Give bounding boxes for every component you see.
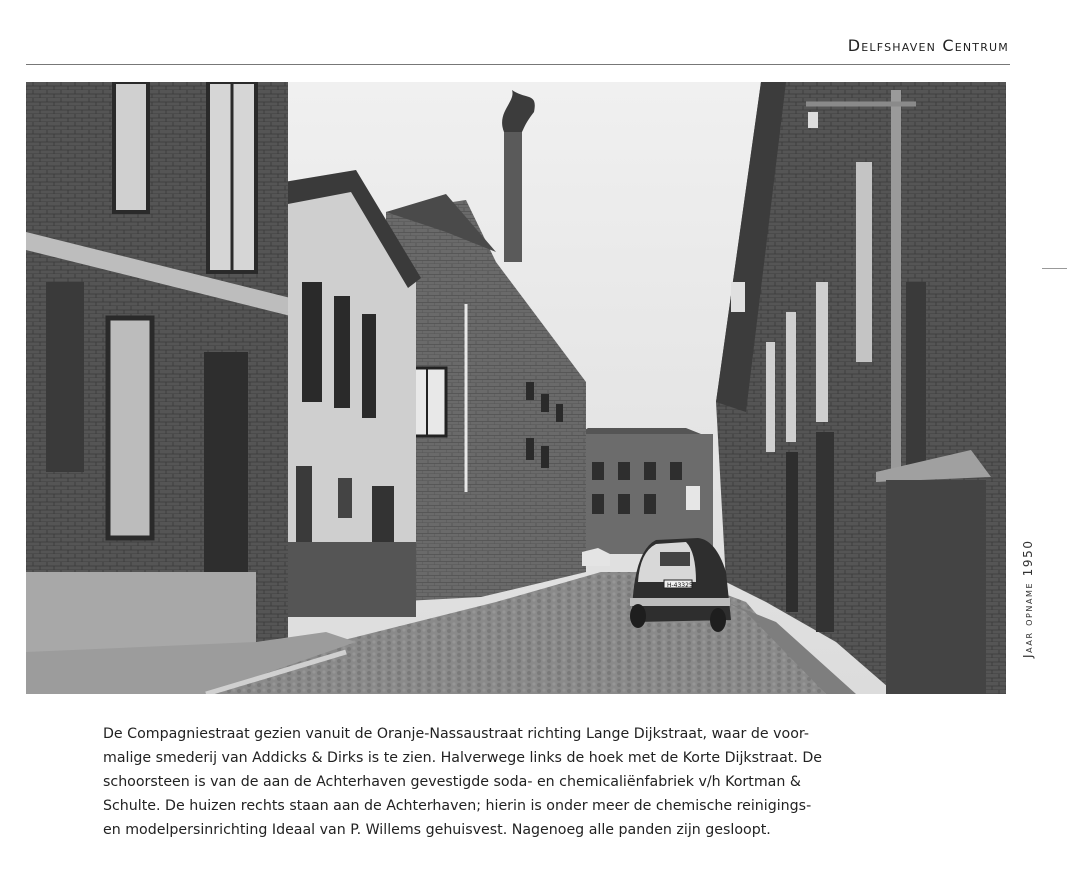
far-building xyxy=(578,428,713,554)
header-rule xyxy=(26,64,1010,65)
photo-year-label: Jaar opname 1950 xyxy=(1021,539,1035,658)
photo-caption xyxy=(103,722,903,842)
license-plate: H-43325 xyxy=(667,582,693,589)
street-photo-illustration xyxy=(26,82,1006,694)
left-brick-house xyxy=(26,82,288,682)
caption-line: De Compagniestraat gezien vanuit de Oranje-Nassaustraat richting Lange Dijkstraat, waar de voor- xyxy=(103,726,809,742)
caption-line: en modelpersinrichting Ideaal van P. Willems gehuisvest. Nagenoeg alle panden zijn gesloopt. xyxy=(103,822,771,838)
caption-line: malige smederij van Addicks & Dirks is te zien. Halverwege links de hoek met de Korte Dijkstraat. De xyxy=(103,750,823,766)
caption-line: Schulte. De huizen rechts staan aan de Achterhaven; hierin is onder meer de chemische reinigings- xyxy=(103,798,812,814)
street-photo xyxy=(26,82,1006,694)
margin-tick xyxy=(1042,268,1067,269)
running-head: Delfshaven Centrum xyxy=(847,36,1009,55)
caption-line: schoorsteen is van de aan de Achterhaven gevestigde soda- en chemicaliënfabriek v/h Kortman & xyxy=(103,774,801,790)
